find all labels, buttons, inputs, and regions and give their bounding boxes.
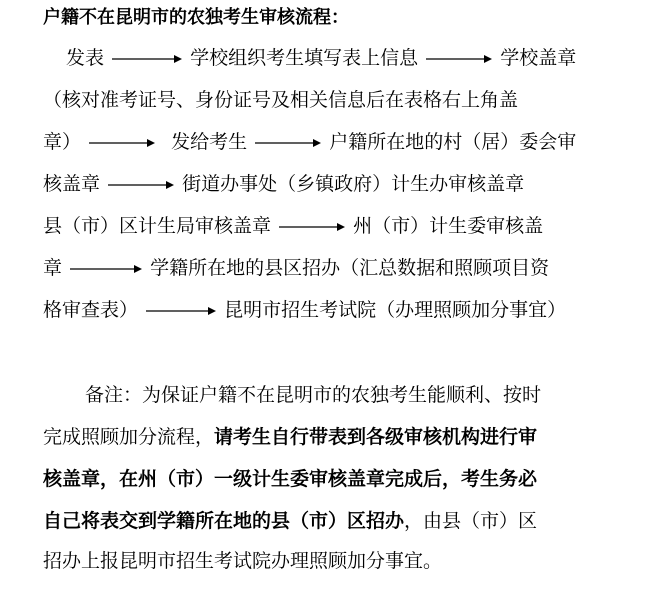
flow-line-5 [43, 213, 543, 239]
flow-text: 核盖章 [43, 173, 101, 195]
flow-line-3 [43, 129, 576, 155]
note-bold-text: 自己将表交到学籍所在地的县（市）区招办 [43, 510, 405, 532]
flow-step-fabiao: 发表 [66, 47, 105, 69]
note-line-3: 核盖章，在州（市）一级计生委审核盖章完成后，考生务必 [43, 468, 538, 490]
note-line-2 [43, 424, 537, 450]
note-line-5: 招办上报昆明市招生考试院办理照顾加分事宜。 [43, 550, 443, 572]
arrow-right-icon [70, 264, 142, 274]
flow-step-school-stamp: 学校盖章 [500, 47, 577, 69]
flow-text: 章 [43, 257, 63, 279]
flow-step-give-student: 发给考生 [171, 131, 248, 153]
note-line-4 [43, 508, 537, 534]
note-text: 完成照顾加分流程， [43, 426, 215, 448]
flow-step-county: 县（市）区计生局审核盖章 [43, 215, 272, 237]
flow-text: 章） [43, 131, 82, 153]
arrow-right-icon [112, 54, 182, 64]
arrow-right-icon [108, 180, 174, 190]
note-text: ，由县（市）区 [404, 510, 538, 532]
flow-line-4 [43, 171, 524, 197]
flow-step-prefecture: 州（市）计生委审核盖 [353, 215, 544, 237]
flow-step-enrollment-office: 学籍所在地的县区招办（汇总数据和照顾项目资 [150, 257, 550, 279]
note-bold-text: 请考生自行带表到各级审核机构进行审 [214, 426, 538, 448]
flow-text: 格审查表） [43, 299, 139, 321]
flow-line-6 [43, 255, 549, 281]
arrow-right-icon [279, 222, 345, 232]
flow-line-1 [66, 45, 576, 71]
flow-step-village: 户籍所在地的村（居）委会审 [329, 131, 577, 153]
flow-step-school-fill: 学校组织考生填写表上信息 [190, 47, 419, 69]
note-line-1: 备注：为保证户籍不在昆明市的农独考生能顺利、按时 [85, 384, 542, 406]
flow-line-7 [43, 297, 566, 323]
arrow-right-icon [89, 138, 155, 148]
arrow-right-icon [255, 138, 321, 148]
arrow-right-icon [146, 306, 216, 316]
page-title: 户籍不在昆明市的农独考生审核流程： [43, 7, 349, 28]
flow-line-2: （核对准考证号、身份证号及相关信息后在表格右上角盖 [43, 89, 519, 111]
flow-step-exam-institute: 昆明市招生考试院（办理照顾加分事宜） [224, 299, 567, 321]
flow-step-street: 街道办事处（乡镇政府）计生办审核盖章 [182, 173, 525, 195]
arrow-right-icon [426, 54, 492, 64]
